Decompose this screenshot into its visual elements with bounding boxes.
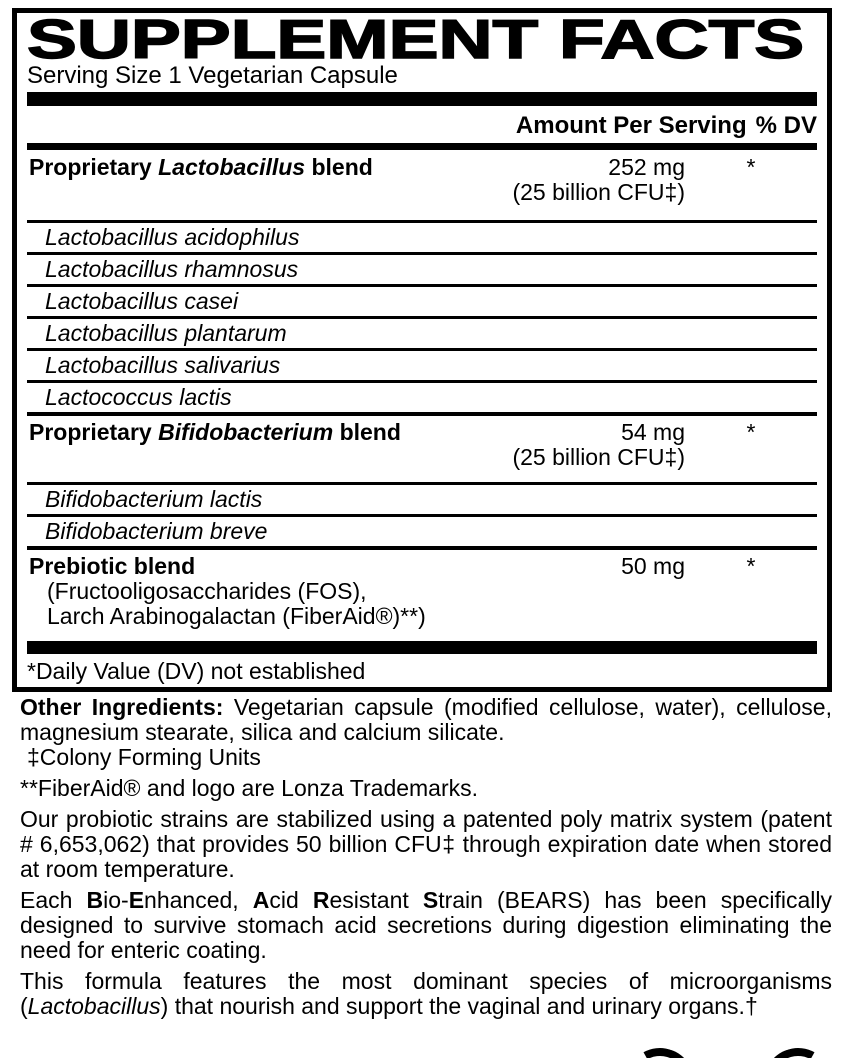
ingredient-name bbox=[27, 420, 485, 445]
ingredient-row-sub bbox=[27, 380, 817, 412]
footer-paragraph bbox=[20, 745, 832, 770]
text-segment: Vegetarian capsule (modified cellulose, water), cellulose, magnesium stearate, silica and calcium silicate. bbox=[20, 694, 832, 745]
text-segment: ‡Colony Forming Units bbox=[27, 744, 261, 770]
ingredient-row-sub bbox=[27, 252, 817, 284]
ingredient-row-main bbox=[27, 546, 817, 641]
column-header bbox=[27, 106, 817, 143]
ingredient-name bbox=[27, 385, 817, 410]
text-segment: Lactobacillus rhamnosus bbox=[45, 256, 299, 282]
ingredient-row-sub bbox=[27, 514, 817, 546]
amount-value: 54 mg bbox=[621, 419, 685, 445]
ingredient-row-sub bbox=[27, 316, 817, 348]
text-segment: cid bbox=[269, 887, 313, 913]
ingredient-row-sub bbox=[27, 220, 817, 252]
text-segment: **FiberAid® and logo are Lonza Trademarks. bbox=[20, 775, 479, 801]
footer-paragraph bbox=[20, 807, 832, 882]
text-segment: ) that nourish and support the vaginal and urinary organs.† bbox=[160, 993, 758, 1019]
ingredient-amount bbox=[485, 420, 685, 470]
ingredient-rows bbox=[27, 150, 817, 641]
ingredient-name bbox=[27, 257, 817, 282]
divider-header-rule bbox=[27, 143, 817, 150]
ingredient-name bbox=[27, 289, 817, 314]
text-segment: Lactobacillus bbox=[158, 154, 306, 180]
ingredient-amount bbox=[485, 554, 685, 579]
dv-value: * bbox=[746, 154, 756, 180]
logo-arc-left-icon bbox=[618, 1040, 702, 1058]
ingredient-amount bbox=[485, 155, 685, 205]
amount-value: 252 mg bbox=[608, 154, 685, 180]
logo-arc-right-icon bbox=[756, 1040, 840, 1058]
text-segment: Lactobacillus casei bbox=[45, 288, 239, 314]
text-segment: blend bbox=[333, 419, 401, 445]
ingredient-name bbox=[27, 353, 817, 378]
text-segment: Lactobacillus salivarius bbox=[45, 352, 281, 378]
ingredient-row-main bbox=[27, 412, 817, 482]
footer-paragraph bbox=[20, 695, 832, 745]
text-segment: R bbox=[312, 887, 330, 913]
dv-value: * bbox=[746, 419, 756, 445]
text-segment: Each bbox=[20, 887, 87, 913]
amount-note: (25 billion CFU‡) bbox=[512, 179, 685, 205]
ingredient-subline: Larch Arabinogalactan (FiberAid®)**) bbox=[47, 603, 426, 629]
text-segment: Prebiotic blend bbox=[29, 553, 196, 579]
ingredient-subline: (Fructooligosaccharides (FOS), bbox=[47, 578, 367, 604]
text-segment: Lactobacillus plantarum bbox=[45, 320, 287, 346]
text-segment: blend bbox=[305, 154, 373, 180]
ingredient-name bbox=[27, 519, 817, 544]
text-segment: Proprietary bbox=[29, 419, 159, 445]
text-segment: S bbox=[422, 887, 439, 913]
divider-thick-bottom bbox=[27, 641, 817, 654]
text-segment: esistant bbox=[329, 887, 423, 913]
dv-value: * bbox=[746, 553, 756, 579]
text-segment: Bifidobacterium bbox=[158, 419, 334, 445]
serving-size: Serving Size 1 Vegetarian Capsule bbox=[27, 62, 398, 89]
footer-paragraph bbox=[20, 888, 832, 963]
amount-value: 50 mg bbox=[621, 553, 685, 579]
ingredient-row-sub bbox=[27, 482, 817, 514]
text-segment: Bifidobacterium breve bbox=[45, 518, 268, 544]
text-segment: train (BEARS) has been specifically designed to survive stomach acid secretions during digestion eliminating the need for enteric coating. bbox=[20, 887, 832, 963]
dv-footnote: *Daily Value (DV) not established bbox=[27, 658, 366, 684]
text-segment: Bifidobacterium lactis bbox=[45, 486, 263, 512]
ingredient-name bbox=[27, 321, 817, 346]
text-segment: This formula features the most dominant species of microorganisms ( bbox=[20, 968, 832, 1019]
ingredient-name bbox=[27, 487, 817, 512]
text-segment: B bbox=[86, 887, 104, 913]
panel-title: SUPPLEMENT FACTS bbox=[27, 8, 805, 70]
footer-paragraph bbox=[20, 969, 832, 1019]
ingredient-row-sub bbox=[27, 348, 817, 380]
text-segment: Other Ingredients: bbox=[20, 694, 234, 720]
ingredient-name bbox=[27, 155, 485, 180]
ingredient-row-main bbox=[27, 150, 817, 220]
ingredient-name bbox=[27, 554, 485, 629]
text-segment: Lactobacillus bbox=[27, 993, 161, 1019]
text-segment: Proprietary bbox=[29, 154, 159, 180]
ingredient-row-sub bbox=[27, 284, 817, 316]
divider-thick-top bbox=[27, 92, 817, 106]
percent-dv-header: % DV bbox=[755, 112, 817, 139]
ingredient-name bbox=[27, 225, 817, 250]
amount-note: (25 billion CFU‡) bbox=[512, 444, 685, 470]
text-segment: Our probiotic strains are stabilized using a patented poly matrix system (patent # 6,653,062) that provides 50 billion CFU‡ through expiration date when stored at room temperature. bbox=[20, 806, 832, 882]
text-segment: nhanced, bbox=[144, 887, 253, 913]
text-segment: io- bbox=[103, 887, 129, 913]
text-segment: A bbox=[252, 887, 270, 913]
text-segment: Lactococcus lactis bbox=[45, 384, 232, 410]
label-footer-text bbox=[20, 695, 832, 1019]
supplement-facts-panel bbox=[12, 8, 832, 692]
footer-paragraph bbox=[20, 776, 832, 801]
text-segment: Lactobacillus acidophilus bbox=[45, 224, 300, 250]
amount-per-serving-header: Amount Per Serving bbox=[515, 112, 747, 139]
text-segment: E bbox=[128, 887, 145, 913]
